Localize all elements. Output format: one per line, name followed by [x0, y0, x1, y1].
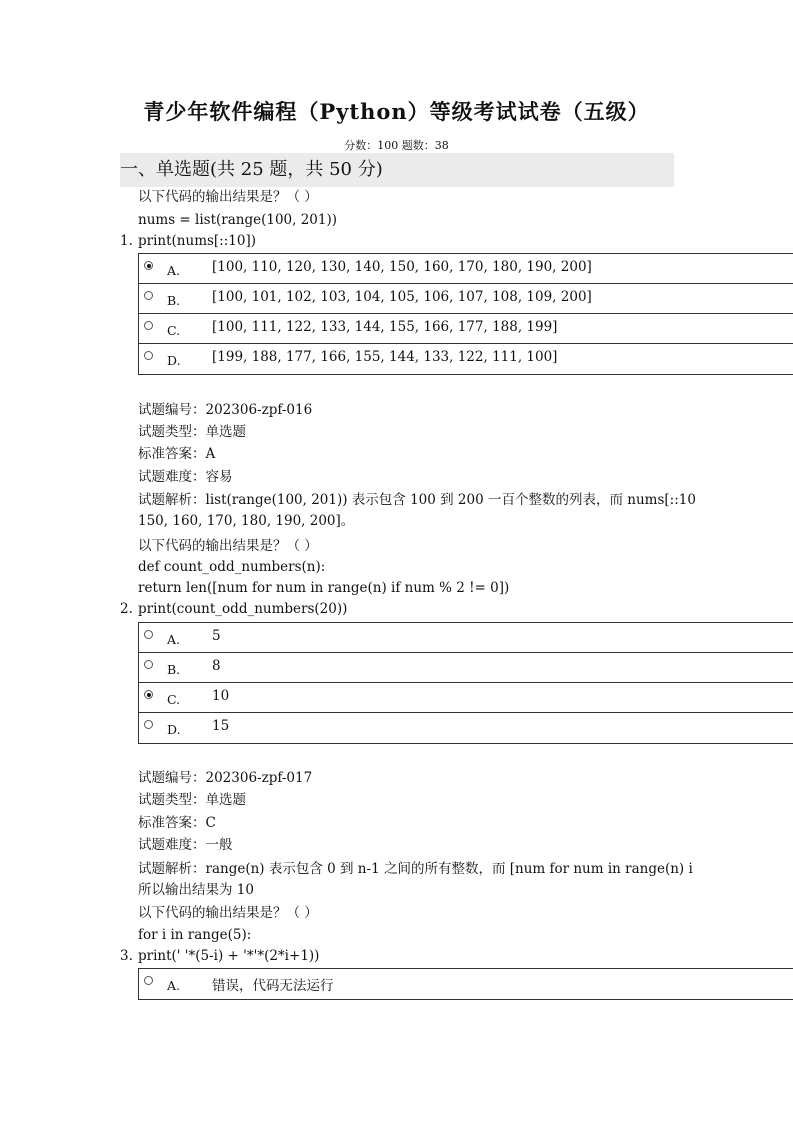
question-number: 2. — [120, 601, 133, 617]
question-prompt: 以下代码的输出结果是？（ ） — [138, 189, 318, 205]
option-row[interactable] — [139, 623, 793, 653]
option-letter: B. — [167, 293, 181, 308]
page-title: 青少年软件编程（Python）等级考试试卷（五级） — [143, 99, 650, 124]
option-text: [100, 111, 122, 133, 144, 155, 166, 177, 188, 199] — [212, 319, 558, 335]
difficulty: 试题难度：一般 — [138, 837, 233, 853]
standard-answer: 标准答案：A — [138, 446, 216, 462]
option-row[interactable] — [139, 683, 793, 713]
option-letter: C. — [167, 692, 181, 707]
code-line: print(nums[::10]) — [138, 233, 256, 249]
question-type: 试题类型：单选题 — [138, 424, 246, 440]
code-line: for i in range(5): — [138, 927, 252, 943]
option-letter: C. — [167, 323, 181, 338]
code-line: print(' '*(5-i) + '*'*(2*i+1)) — [138, 948, 320, 964]
option-letter: A. — [167, 632, 181, 647]
option-text: [100, 101, 102, 103, 104, 105, 106, 107, 108, 109, 200] — [212, 289, 592, 305]
analysis-text: 所以输出结果为 10 — [138, 882, 254, 898]
exam-meta: 分数：100 题数：38 — [344, 139, 449, 152]
analysis-text: 试题解析：range(n) 表示包含 0 到 n-1 之间的所有整数，而 [num for num in range(n) i — [138, 861, 693, 877]
options-table — [138, 968, 793, 1000]
question-type: 试题类型：单选题 — [138, 792, 246, 808]
radio-button[interactable] — [144, 630, 153, 639]
option-letter: D. — [167, 722, 181, 737]
option-row[interactable] — [139, 284, 793, 314]
option-row[interactable] — [139, 314, 793, 344]
radio-button[interactable] — [144, 720, 153, 729]
radio-button[interactable] — [144, 660, 153, 669]
option-letter: B. — [167, 662, 181, 677]
radio-button[interactable] — [144, 690, 153, 699]
option-row[interactable] — [139, 254, 793, 284]
code-line: nums = list(range(100, 201)) — [138, 212, 338, 228]
option-row[interactable] — [139, 653, 793, 683]
option-text: 5 — [212, 628, 221, 644]
options-table — [138, 253, 793, 375]
question-prompt: 以下代码的输出结果是？（ ） — [138, 538, 318, 554]
question-number: 1. — [120, 233, 133, 249]
question-number: 3. — [120, 948, 133, 964]
option-text: [100, 110, 120, 130, 140, 150, 160, 170, 180, 190, 200] — [212, 259, 592, 275]
section-heading: 一、单选题(共 25 题，共 50 分) — [120, 153, 674, 187]
option-text: [199, 188, 177, 166, 155, 144, 133, 122, 111, 100] — [212, 349, 558, 365]
code-line: return len([num for num in range(n) if num % 2 != 0]) — [138, 580, 510, 596]
standard-answer: 标准答案：C — [138, 815, 216, 831]
radio-button[interactable] — [144, 321, 153, 330]
radio-button[interactable] — [144, 351, 153, 360]
option-letter: D. — [167, 353, 181, 368]
difficulty: 试题难度：容易 — [138, 469, 233, 485]
option-text: 错误，代码无法运行 — [212, 978, 334, 994]
radio-button[interactable] — [144, 261, 153, 270]
question-id: 试题编号：202306-zpf-017 — [138, 770, 313, 786]
option-text: 15 — [212, 718, 230, 734]
question-prompt: 以下代码的输出结果是？（ ） — [138, 905, 318, 921]
option-letter: A. — [167, 263, 181, 278]
option-text: 8 — [212, 658, 221, 674]
radio-button[interactable] — [144, 976, 153, 985]
options-table — [138, 622, 793, 744]
analysis-text: 150, 160, 170, 180, 190, 200]。 — [138, 513, 355, 529]
option-row[interactable] — [139, 969, 793, 999]
question-id: 试题编号：202306-zpf-016 — [138, 402, 313, 418]
code-line: def count_odd_numbers(n): — [138, 559, 326, 575]
option-row[interactable] — [139, 713, 793, 743]
analysis-text: 试题解析：list(range(100, 201)) 表示包含 100 到 200 一百个整数的列表，而 nums[::10 — [138, 492, 696, 508]
option-row[interactable] — [139, 344, 793, 374]
option-text: 10 — [212, 688, 230, 704]
radio-button[interactable] — [144, 291, 153, 300]
option-letter: A. — [167, 978, 181, 993]
code-line: print(count_odd_numbers(20)) — [138, 601, 348, 617]
